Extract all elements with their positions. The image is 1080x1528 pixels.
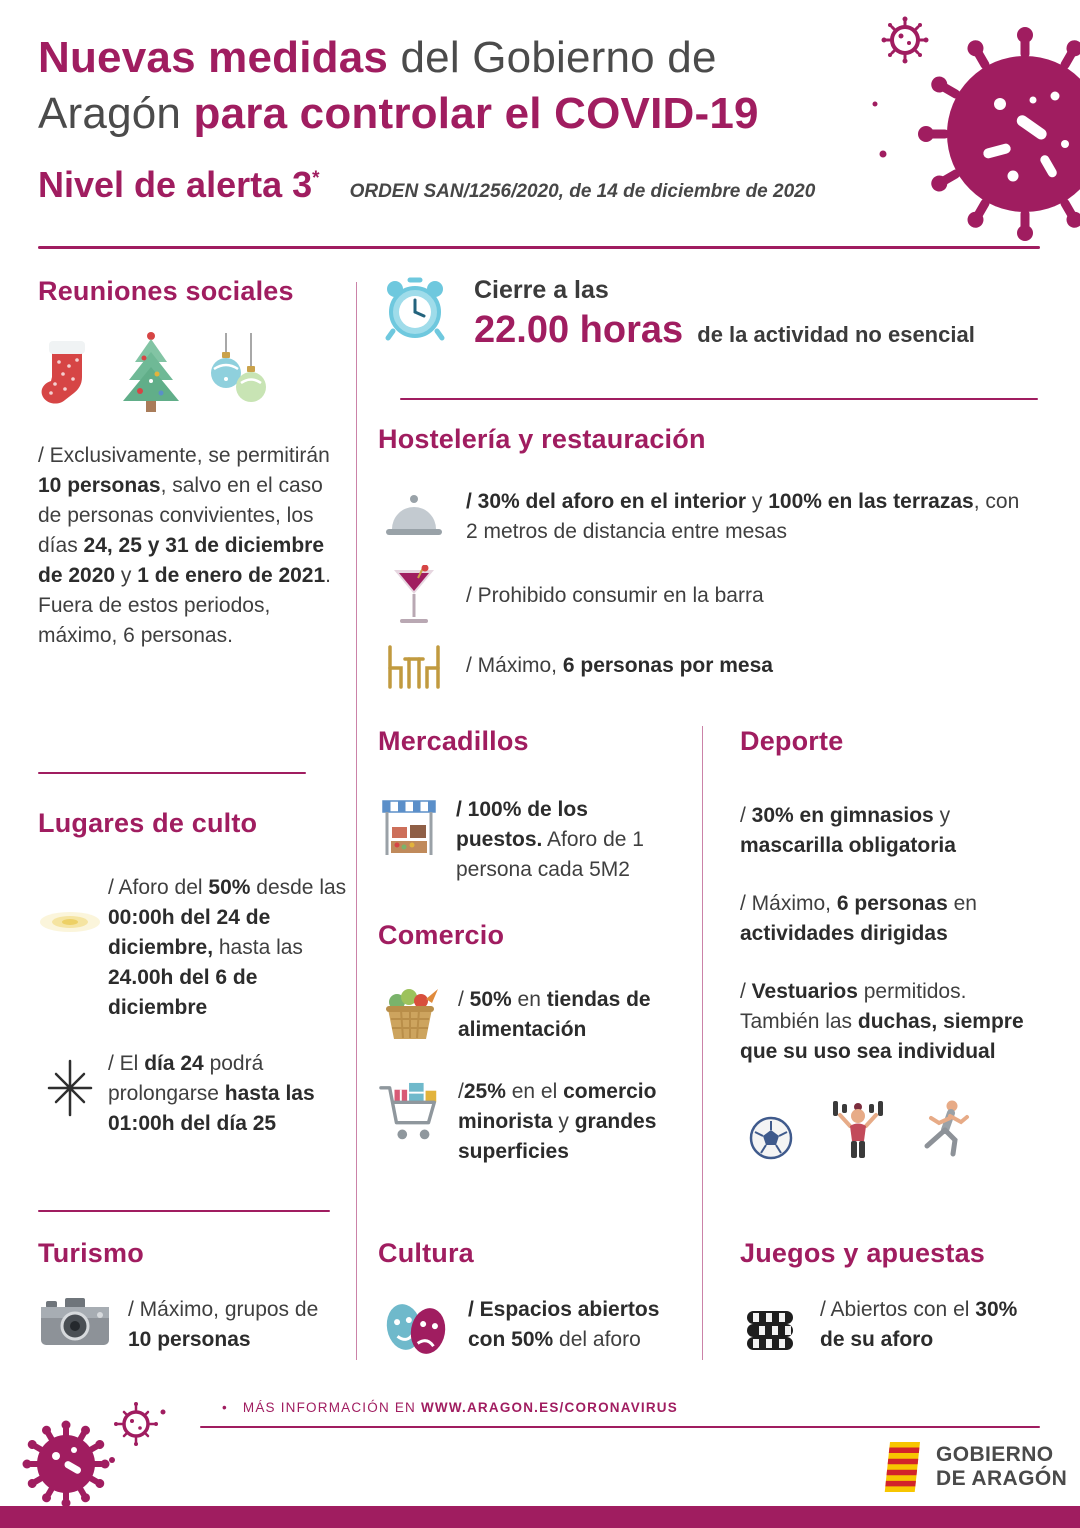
comercio-item-1-iconbox [378, 985, 442, 1043]
section-hosteleria [378, 424, 1040, 691]
football-icon [748, 1115, 794, 1161]
section-cultura [378, 1238, 694, 1359]
comercio-item-1 [378, 985, 694, 1045]
hosteleria-item-1 [378, 487, 1040, 547]
hosteleria-item-1-text: / 30% del aforo en el interior y 100% en las terrazas, con 2 metros de distancia entre mesas [466, 490, 1020, 543]
deporte-item-2-text: / Máximo, 6 personas en actividades dirigidas [740, 892, 977, 945]
cultura-text: / Espacios abiertos con 50% del aforo [468, 1298, 660, 1351]
comercio-item-2-text: /25% en el comercio minorista y grandes superficies [458, 1080, 657, 1163]
bottom-bar [0, 1506, 1080, 1528]
cultura-iconbox [378, 1295, 454, 1359]
logo-line-1: GOBIERNO [936, 1443, 1054, 1466]
juegos-iconbox [740, 1295, 800, 1355]
footer-info [222, 1400, 678, 1415]
closing-text [474, 276, 975, 352]
column-divider-left [356, 282, 357, 1360]
hosteleria-item-3-iconbox [378, 643, 450, 691]
mercadillos-text: / 100% de los puestos. Aforo de 1 persona cada 5M2 [456, 798, 644, 881]
closing-intro: Cierre a las [474, 276, 609, 304]
weightlifter-icon [830, 1099, 886, 1161]
shopping-cart-icon [378, 1077, 444, 1151]
logo-line-2: DE ARAGÓN [936, 1467, 1068, 1490]
closing-time: 22.00 horas [474, 309, 684, 351]
theater-masks-icon [379, 1295, 453, 1359]
title-line-1: Nuevas medidas del Gobierno de [38, 33, 717, 82]
hosteleria-item-3 [378, 643, 1040, 691]
comercio-heading: Comercio [378, 920, 505, 950]
mercadillos-heading: Mercadillos [378, 726, 529, 756]
hosteleria-item-2-text: / Prohibido consumir en la barra [466, 584, 764, 607]
deporte-icons [740, 1099, 1042, 1161]
logo-text [936, 1443, 1067, 1491]
footer-info-prefix: MÁS INFORMACIÓN EN [242, 1400, 421, 1415]
stocking-icon [38, 337, 94, 415]
closing-scope: de la actividad no esencial [691, 322, 975, 347]
alert-level: Nivel de alerta 3* [38, 164, 320, 205]
market-stall-icon [380, 795, 438, 859]
comercio-item-1-text: / 50% en tiendas de alimentación [458, 988, 651, 1041]
turismo-text: / Máximo, grupos de 10 personas [128, 1298, 319, 1351]
mercadillos-iconbox [378, 795, 440, 859]
poker-chips-icon [742, 1295, 798, 1355]
sparkle-star-icon [43, 1059, 97, 1117]
section-turismo [38, 1238, 350, 1355]
divider [38, 1210, 330, 1212]
culto-item-2-text: / El día 24 podrá prolongarse hasta las 01:00h del día 25 [108, 1052, 315, 1135]
christmas-tree-icon [114, 329, 188, 415]
culto-item-1 [38, 873, 350, 1023]
section-culto [38, 808, 350, 1139]
reuniones-icons [38, 329, 340, 415]
footer-divider [200, 1426, 1040, 1428]
alert-row [38, 164, 898, 206]
deporte-heading: Deporte [740, 726, 844, 756]
hosteleria-item-3-text: / Máximo, 6 personas por mesa [466, 654, 773, 677]
turismo-iconbox [38, 1295, 112, 1349]
hosteleria-item-2-iconbox [378, 565, 450, 627]
hosteleria-item-2 [378, 565, 1040, 627]
footer-info-url: WWW.ARAGON.ES/CORONAVIRUS [420, 1400, 678, 1415]
culto-item-1-iconbox [38, 873, 102, 935]
gobierno-aragon-logo [884, 1442, 1067, 1492]
deporte-item-1-text: / 30% en gimnasios y mascarilla obligatoria [740, 804, 956, 857]
virus-icon [8, 1398, 184, 1514]
hosteleria-heading: Hostelería y restauración [378, 424, 706, 454]
alarm-clock-icon [382, 276, 448, 342]
turismo-item [38, 1295, 350, 1355]
order-reference: ORDEN SAN/1256/2020, de 14 de diciembre de 2020 [349, 181, 816, 202]
culto-item-1-text: / Aforo del 50% desde las 00:00h del 24 de diciembre, hasta las 24.00h del 6 de diciembre [108, 876, 347, 1019]
virus-icon-small [114, 1402, 158, 1446]
juegos-heading: Juegos y apuestas [740, 1238, 986, 1268]
section-mercadillos [378, 726, 684, 885]
virus-icon [865, 4, 1080, 260]
runner-icon [922, 1099, 970, 1161]
column-divider-right [702, 726, 703, 1360]
section-juegos [740, 1238, 1042, 1355]
cultura-item [378, 1295, 694, 1359]
divider [400, 398, 1038, 400]
deporte-item-3-text: / Vestuarios permitidos. También las duchas, siempre que su uso sea individual [740, 980, 1024, 1063]
bullet: • [222, 1400, 228, 1415]
virus-icon-small [882, 17, 929, 64]
divider [38, 772, 306, 774]
cloche-icon [384, 491, 444, 541]
section-reuniones [38, 276, 340, 651]
header [38, 30, 898, 206]
closing-block [382, 276, 1038, 352]
footnote-mark: * [312, 168, 320, 189]
page-title [38, 30, 898, 142]
title-line-2: Aragón para controlar el COVID-19 [38, 89, 759, 138]
closing-line-2 [474, 309, 975, 352]
juegos-item [740, 1295, 1042, 1355]
culto-item-2 [38, 1049, 350, 1139]
culto-heading: Lugares de culto [38, 808, 258, 838]
sun-glow-icon [39, 909, 101, 935]
reuniones-heading: Reuniones sociales [38, 276, 294, 306]
cultura-heading: Cultura [378, 1238, 474, 1268]
culto-item-2-iconbox [38, 1049, 102, 1117]
section-deporte [740, 726, 1042, 1161]
aragon-flag-icon [884, 1442, 924, 1492]
juegos-text: / Abiertos con el 30% de su aforo [820, 1298, 1018, 1351]
comercio-item-2 [378, 1077, 694, 1167]
cocktail-icon [389, 565, 439, 627]
comercio-item-2-iconbox [378, 1077, 444, 1151]
camera-icon [39, 1295, 111, 1349]
baubles-icon [208, 333, 268, 415]
mercadillos-item [378, 795, 684, 885]
turismo-heading: Turismo [38, 1238, 144, 1268]
section-comercio [378, 920, 694, 1167]
virus-icon-large [23, 1410, 166, 1508]
food-basket-icon [380, 985, 440, 1043]
reuniones-text: / Exclusivamente, se permitirán 10 personas, salvo en el caso de personas convivientes, los días 24, 25 y 31 de diciembre de 2020 y 1 de enero de 2021. Fuera de estos periodos, máximo, 6 personas. [38, 444, 332, 647]
hosteleria-item-1-iconbox [378, 487, 450, 541]
table-and-chairs-icon [378, 643, 450, 691]
